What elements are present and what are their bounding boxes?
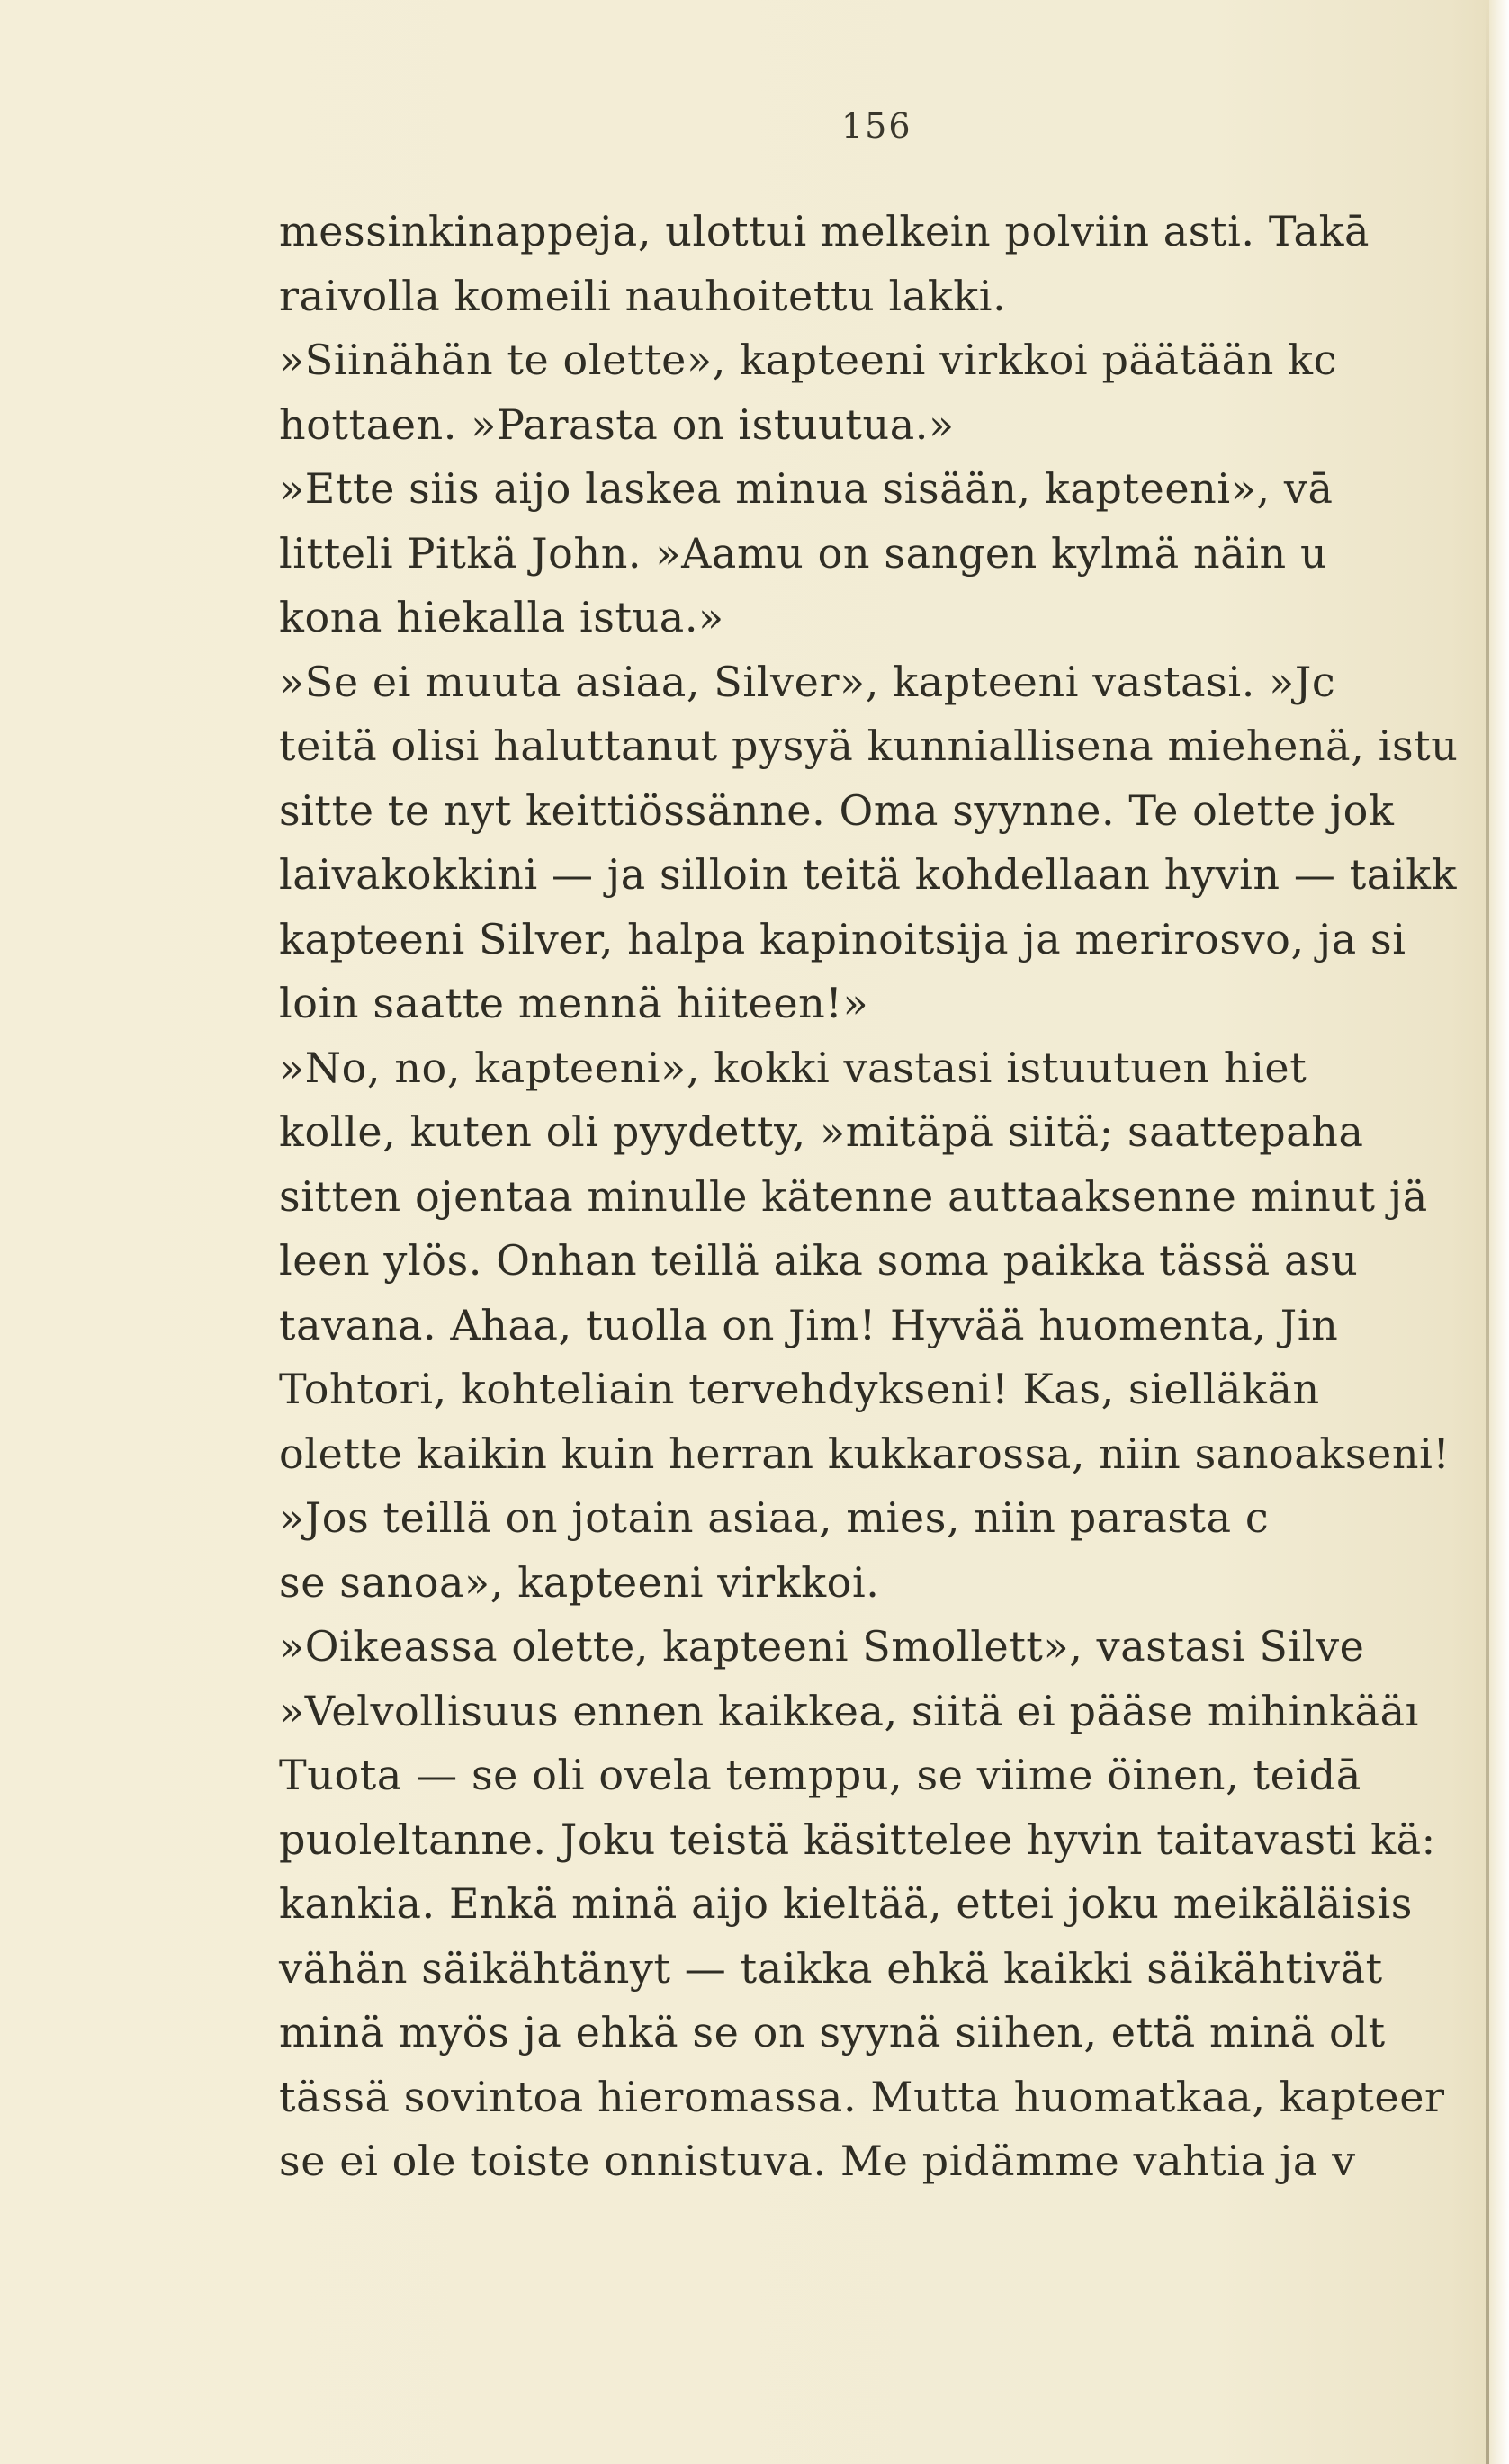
text-line: laivakokkini — ja silloin teitä kohdellaan hyvin — taikk (279, 850, 1458, 899)
text-line: sitte te nyt keittiössänne. Oma syynne. Te olette jok (279, 785, 1395, 835)
text-line: kona hiekalla istua.» (279, 593, 724, 641)
text-line: »Jos teillä on jotain asiaa, mies, niin parasta c (279, 1493, 1270, 1542)
text-line: »Ette siis aijo laskea minua sisään, kapteeni», vā (279, 464, 1334, 513)
text-line: kolle, kuten oli pyydetty, »mitäpä siitä; saattepaha (279, 1107, 1364, 1156)
page-edge (1489, 0, 1509, 2464)
text-line: »No, no, kapteeni», kokki vastasi istuutuen hiet (279, 1043, 1307, 1092)
text-line: sitten ojentaa minulle kätenne auttaaksenne minut jä (279, 1171, 1428, 1221)
text-line: kapteeni Silver, halpa kapinoitsija ja merirosvo, ja si (279, 914, 1406, 963)
text-line: se ei ole toiste onnistuva. Me pidämme vahtia ja v (279, 2137, 1356, 2185)
text-line: tässä sovintoa hieromassa. Mutta huomatkaa, kapteer (279, 2072, 1445, 2121)
text-line: »Oikeassa olette, kapteeni Smollett», vastasi Silve (279, 1622, 1365, 1671)
text-line: raivolla komeili nauhoitettu lakki. (279, 271, 1007, 320)
text-line: Tuota — se oli ovela temppu, se viime öinen, teidā (279, 1751, 1361, 1799)
text-line: vähän säikähtänyt — taikka ehkä kaikki säikähtivät (279, 1943, 1383, 1993)
text-line: litteli Pitkä John. »Aamu on sangen kylmä näin u (279, 528, 1328, 578)
text-line: kankia. Enkä minä aijo kieltää, ettei joku meikäläisis (279, 1879, 1413, 1928)
text-line: teitä olisi haluttanut pysyä kunniallisena miehenä, istu (279, 721, 1459, 770)
text-line: »Siinähän te olette», kapteeni virkkoi päätään kc (279, 336, 1337, 384)
text-line: minä myös ja ehkä se on syynä siihen, että minä olt (279, 2008, 1386, 2056)
text-line: loin saatte mennä hiiteen!» (279, 979, 869, 1027)
text-line: messinkinappeja, ulottui melkein polviin asti. Takā (279, 207, 1370, 255)
body-text (279, 200, 1503, 2194)
text-line: leen ylös. Onhan teillä aika soma paikka tässä asu (279, 1236, 1359, 1285)
text-line: Tohtori, kohteliain tervehdykseni! Kas, sielläkän (279, 1365, 1320, 1413)
text-line: hottaen. »Parasta on istuutua.» (279, 399, 955, 449)
text-line: »Velvollisuus ennen kaikkea, siitä ei pääse mihinkääı (279, 1686, 1419, 1735)
text-line: olette kaikin kuin herran kukkarossa, niin sanoakseni! (279, 1429, 1451, 1478)
text-line: »Se ei muuta asiaa, Silver», kapteeni vastasi. »Jc (279, 657, 1336, 706)
page-number: 156 (841, 106, 912, 146)
text-line: tavana. Ahaa, tuolla on Jim! Hyvää huomenta, Jin (279, 1300, 1339, 1349)
text-line: puoleltanne. Joku teistä käsittelee hyvin taitavasti kä: (279, 1814, 1436, 1864)
text-line: se sanoa», kapteeni virkkoi. (279, 1557, 880, 1607)
